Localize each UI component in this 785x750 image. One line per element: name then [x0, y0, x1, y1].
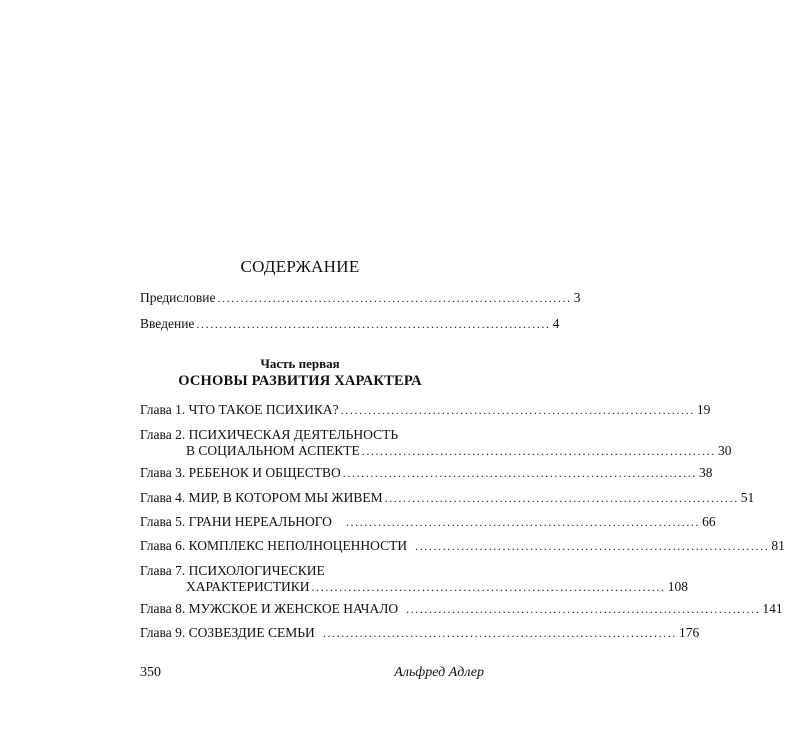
part-subtitle: Часть первая — [260, 356, 340, 371]
chapter-number: Глава 2. — [140, 427, 186, 442]
toc-entry-introduction[interactable] — [140, 316, 560, 332]
entry-page: 141 — [762, 601, 783, 616]
footer-page-number: 350 — [140, 665, 161, 680]
dot-leader: ............................................................................. — [196, 317, 551, 331]
entry-page: 38 — [698, 465, 713, 480]
chapter-title: СОЗВЕЗДИЕ СЕМЬИ — [188, 625, 315, 640]
toc-title: СОДЕРЖАНИЕ — [240, 257, 360, 276]
chapter-number: Глава 3. — [140, 465, 186, 480]
footer-author: Альфред Адлер — [394, 665, 484, 680]
dot-leader: ............................................................................. — [311, 580, 666, 594]
entry-page: 4 — [552, 316, 560, 331]
chapter-title: ГРАНИ НЕРЕАЛЬНОГО — [188, 514, 332, 529]
entry-label: Предисловие — [140, 290, 216, 305]
entry-page: 176 — [679, 625, 700, 640]
dot-leader: ............................................................................. — [384, 491, 739, 505]
toc-entry-chapter-1[interactable] — [140, 402, 711, 418]
chapter-title: ПСИХИЧЕСКАЯ ДЕЯТЕЛЬНОСТЬ — [188, 427, 399, 442]
chapter-title: КОМПЛЕКС НЕПОЛНОЦЕННОСТИ — [188, 538, 408, 553]
dot-leader: ............................................................................. — [340, 403, 695, 417]
chapter-title-continued: В СОЦИАЛЬНОМ АСПЕКТЕ — [186, 443, 360, 458]
entry-page: 81 — [771, 538, 785, 553]
chapter-number: Глава 8. — [140, 601, 186, 616]
toc-entry-chapter-2[interactable] — [140, 427, 732, 459]
dot-leader: ............................................................................. — [322, 626, 678, 640]
chapter-number: Глава 9. — [140, 625, 186, 640]
chapter-title: МИР, В КОТОРОМ МЫ ЖИВЕМ — [188, 490, 383, 505]
dot-leader: ............................................................................. — [406, 602, 761, 616]
part-title: ОСНОВЫ РАЗВИТИЯ ХАРАКТЕРА — [178, 373, 422, 389]
dot-leader: ............................................................................. — [342, 466, 697, 480]
entry-label: Введение — [140, 316, 195, 331]
toc-entry-chapter-3[interactable] — [140, 465, 713, 481]
dot-leader: ............................................................................. — [345, 515, 701, 529]
toc-entry-preface[interactable] — [140, 290, 581, 306]
chapter-title: РЕБЕНОК И ОБЩЕСТВО — [188, 465, 341, 480]
entry-page: 66 — [702, 514, 716, 529]
chapter-title: МУЖСКОЕ И ЖЕНСКОЕ НАЧАЛО — [188, 601, 399, 616]
entry-page: 3 — [573, 290, 581, 305]
toc-entry-chapter-8[interactable] — [140, 601, 783, 617]
chapter-title: ЧТО ТАКОЕ ПСИХИКА? — [188, 402, 339, 417]
toc-entry-chapter-9[interactable] — [140, 625, 700, 641]
chapter-title-continued: ХАРАКТЕРИСТИКИ — [186, 579, 310, 594]
chapter-number: Глава 5. — [140, 514, 186, 529]
toc-entry-chapter-4[interactable] — [140, 490, 755, 506]
entry-page: 51 — [740, 490, 755, 505]
chapter-number: Глава 1. — [140, 402, 186, 417]
dot-leader: ............................................................................. — [415, 539, 770, 553]
toc-entry-chapter-5[interactable] — [140, 514, 716, 530]
toc-entry-chapter-7[interactable] — [140, 563, 688, 595]
part-heading — [0, 356, 600, 390]
entry-page: 30 — [717, 443, 732, 458]
dot-leader: ............................................................................. — [361, 444, 716, 458]
chapter-number: Глава 4. — [140, 490, 186, 505]
entry-page: 19 — [696, 402, 711, 417]
chapter-number: Глава 6. — [140, 538, 186, 553]
entry-page: 108 — [667, 579, 688, 594]
toc-entry-chapter-6[interactable] — [140, 538, 785, 554]
chapter-title: ПСИХОЛОГИЧЕСКИЕ — [188, 563, 325, 578]
dot-leader: ............................................................................. — [217, 291, 572, 305]
chapter-number: Глава 7. — [140, 563, 186, 578]
